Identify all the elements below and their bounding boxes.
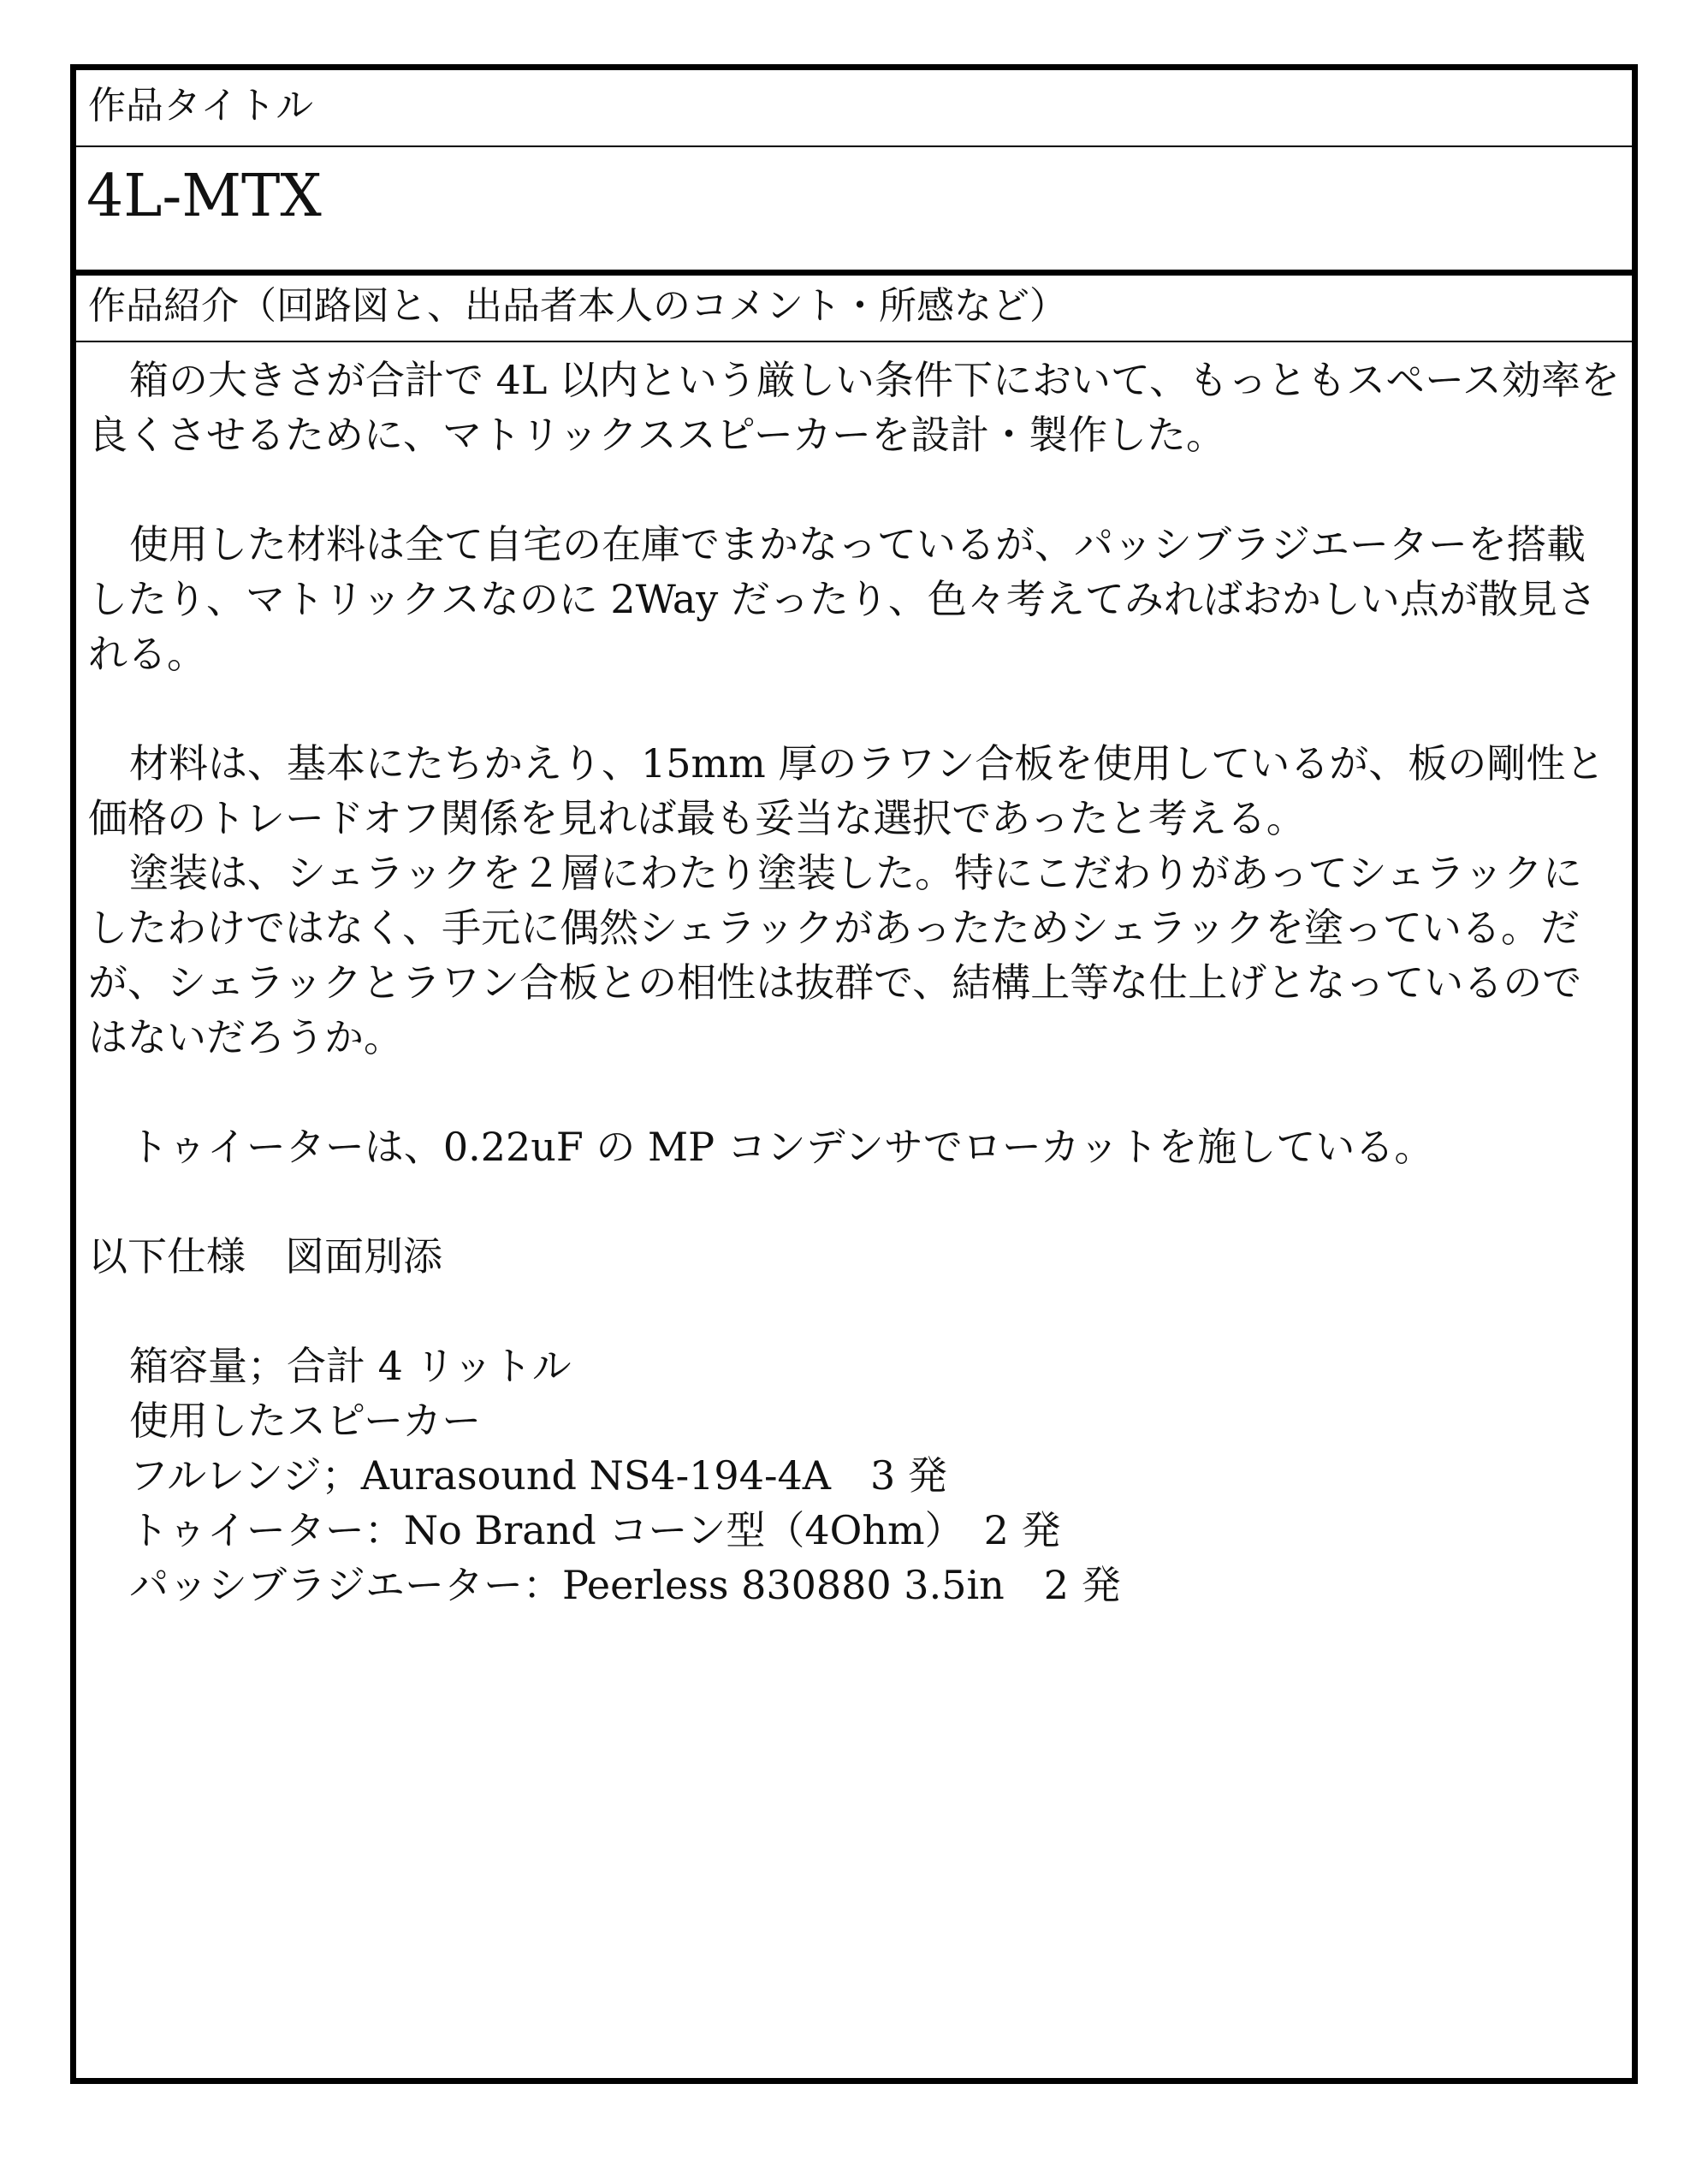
paragraph-materials-stock: 使用した材料は全て自宅の在庫でまかなっているが、パッシブラジエーターを搭載したり、マトリックスなのに 2Way だったり、色々考えてみればおかしい点が散見される。	[88, 521, 1597, 677]
spec-heading: 以下仕様 図面別添	[88, 1233, 442, 1279]
paragraph-plywood: 材料は、基本にたちかえり、15mm 厚のラワン合板を使用しているが、板の剛性と価格のトレードオフ関係を見れば最も妥当な選択であったと考える。	[88, 740, 1605, 841]
intro-label: 作品紹介（回路図と、出品者本人のコメント・所感など）	[76, 276, 1632, 342]
spec-item: 箱容量；合計 4 リットル	[129, 1343, 572, 1389]
paragraph-concept: 箱の大きさが合計で 4L 以内という厳しい条件下において、もっともスペース効率を良くさせるために、マトリックススピーカーを設計・製作した。	[88, 357, 1620, 458]
paragraph-finish: 塗装は、シェラックを２層にわたり塗装した。特にこだわりがあってシェラックにしたわけではなく、手元に偶然シェラックがあったためシェラックを塗っている。だが、シェラックとラワン合板との相性は抜群で、結構上等な仕上げとなっているのではないだろうか。	[88, 850, 1582, 1060]
spec-item: パッシブラジエーター：Peerless 830880 3.5in 2 発	[129, 1562, 1121, 1608]
entry-form-frame	[70, 64, 1638, 2084]
spec-item: フルレンジ；Aurasound NS4-194-4A 3 発	[129, 1452, 947, 1499]
spec-item: トゥイーター：No Brand コーン型（4Ohm） 2 発	[129, 1507, 1061, 1553]
spec-item: 使用したスピーカー	[129, 1398, 482, 1444]
work-title: 4L-MTX	[76, 147, 1632, 276]
intro-body	[88, 353, 1620, 1612]
paragraph-tweeter: トゥイーターは、0.22uF の MP コンデンサでローカットを施している。	[129, 1124, 1434, 1170]
title-label: 作品タイトル	[76, 70, 1632, 147]
